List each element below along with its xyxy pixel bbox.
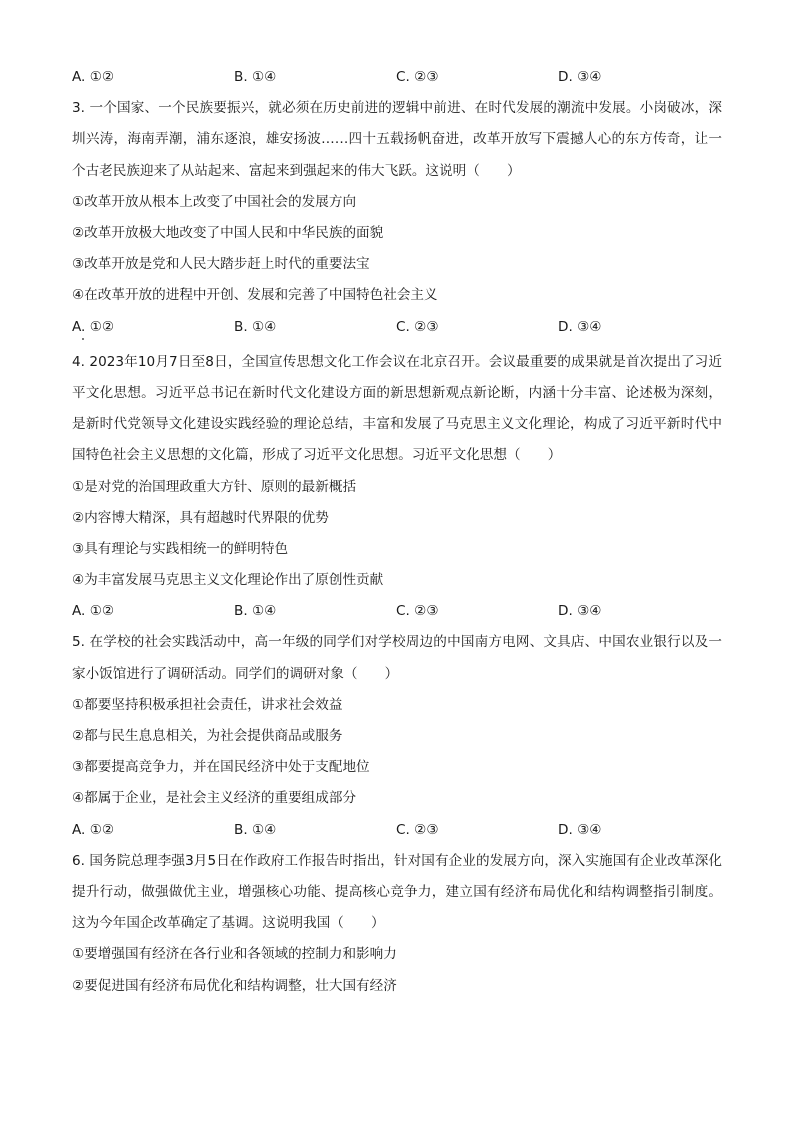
q2-option-b[interactable]: B. ①④ <box>234 69 277 85</box>
q5-statement-1: ①都要坚持积极承担社会责任，讲求社会效益 <box>72 696 343 713</box>
q3-option-c[interactable]: C. ②③ <box>396 318 439 335</box>
q6-statement-2: ②要促进国有经济布局优化和结构调整，壮大国有经济 <box>72 977 397 994</box>
q4-stem: 4. 2023年10月7日至8日，全国宣传思想文化工作会议在北京召开。会议最重要的成果就是首次提出了习近平文化思想。习近平总书记在新时代文化建设方面的新思想新观点新论断，内涵十分丰富、论述极为深刻，是新时代党领导文化建设实践经验的理论总结，丰富和发展了马克思主义文化理论，构成了习近平新时代中国特色社会主义思想的文化篇，形成了习近平文化思想。习近平文化思想（ ） <box>72 353 722 464</box>
q2-option-d[interactable]: D. ③④ <box>558 69 602 85</box>
q4-statement-3: ③具有理论与实践相统一的鲜明特色 <box>72 540 289 557</box>
q5-statement-4: ④都属于企业，是社会主义经济的重要组成部分 <box>72 790 357 807</box>
q5-stem: 5. 在学校的社会实践活动中，高一年级的同学们对学校周边的中国南方电网、文具店、中国农业银行以及一家小饭馆进行了调研活动。同学们的调研对象（ ） <box>72 634 722 682</box>
q6-stem: 6. 国务院总理李强3月5日在作政府工作报告时指出，针对国有企业的发展方向，深入实施国有企业改革深化提升行动，做强做优主业，增强核心功能、提高核心竞争力，建立国有经济布局优化和结构调整指引制度。这为今年国企改革确定了基调。这说明我国（ ） <box>72 852 722 932</box>
q3-option-d[interactable]: D. ③④ <box>558 318 602 335</box>
q3-stem: 3. 一个国家、一个民族要振兴，就必须在历史前进的逻辑中前进、在时代发展的潮流中发展。小岗破冰，深圳兴涛，海南弄潮，浦东逐浪，雄安扬波……四十五载扬帆奋进，改革开放写下震撼人心的东方传奇，让一个古老民族迎来了从站起来、富起来到强起来的伟大飞跃。这说明（ ） <box>72 100 722 179</box>
q2-options <box>72 62 722 93</box>
q4-statement-1: ①是对党的治国理政重大方针、原则的最新概括 <box>72 478 357 495</box>
page-content <box>72 62 722 1002</box>
q4-option-c[interactable]: C. ②③ <box>396 603 439 620</box>
q3-statement-2: ②改革开放极大地改变了中国人民和中华民族的面貌 <box>72 224 384 241</box>
q3-options <box>72 312 722 343</box>
q5-option-c[interactable]: C. ②③ <box>396 821 439 838</box>
q4-statement-4: ④为丰富发展马克思主义文化理论作出了原创性贡献 <box>72 572 384 589</box>
q4-option-b[interactable]: B. ①④ <box>234 603 277 620</box>
q3-option-a[interactable]: A. ①② <box>72 318 115 335</box>
q3-option-b[interactable]: B. ①④ <box>234 318 277 335</box>
q2-option-a[interactable]: A. ①② <box>72 69 115 85</box>
q5-option-a[interactable]: A. ①② <box>72 821 115 838</box>
q6-statement-1: ①要增强国有经济在各行业和各领域的控制力和影响力 <box>72 946 397 963</box>
q4-option-a[interactable]: A. ①② <box>72 603 115 620</box>
q4-statement-2: ②内容博大精深，具有超越时代界限的优势 <box>72 509 329 526</box>
q3-statement-1: ①改革开放从根本上改变了中国社会的发展方向 <box>72 193 357 210</box>
q4-options <box>72 596 722 627</box>
q5-option-d[interactable]: D. ③④ <box>558 821 602 838</box>
q4-option-d[interactable]: D. ③④ <box>558 603 602 620</box>
q5-statement-3: ③都要提高竞争力，并在国民经济中处于支配地位 <box>72 759 370 776</box>
q3-statement-4: ④在改革开放的进程中开创、发展和完善了中国特色社会主义 <box>72 287 438 304</box>
q2-option-c[interactable]: C. ②③ <box>396 69 439 85</box>
q5-option-b[interactable]: B. ①④ <box>234 821 277 838</box>
q3-statement-3: ③改革开放是党和人民大踏步赶上时代的重要法宝 <box>72 256 370 273</box>
q5-statement-2: ②都与民生息息相关，为社会提供商品或服务 <box>72 728 343 745</box>
q5-options <box>72 815 722 846</box>
